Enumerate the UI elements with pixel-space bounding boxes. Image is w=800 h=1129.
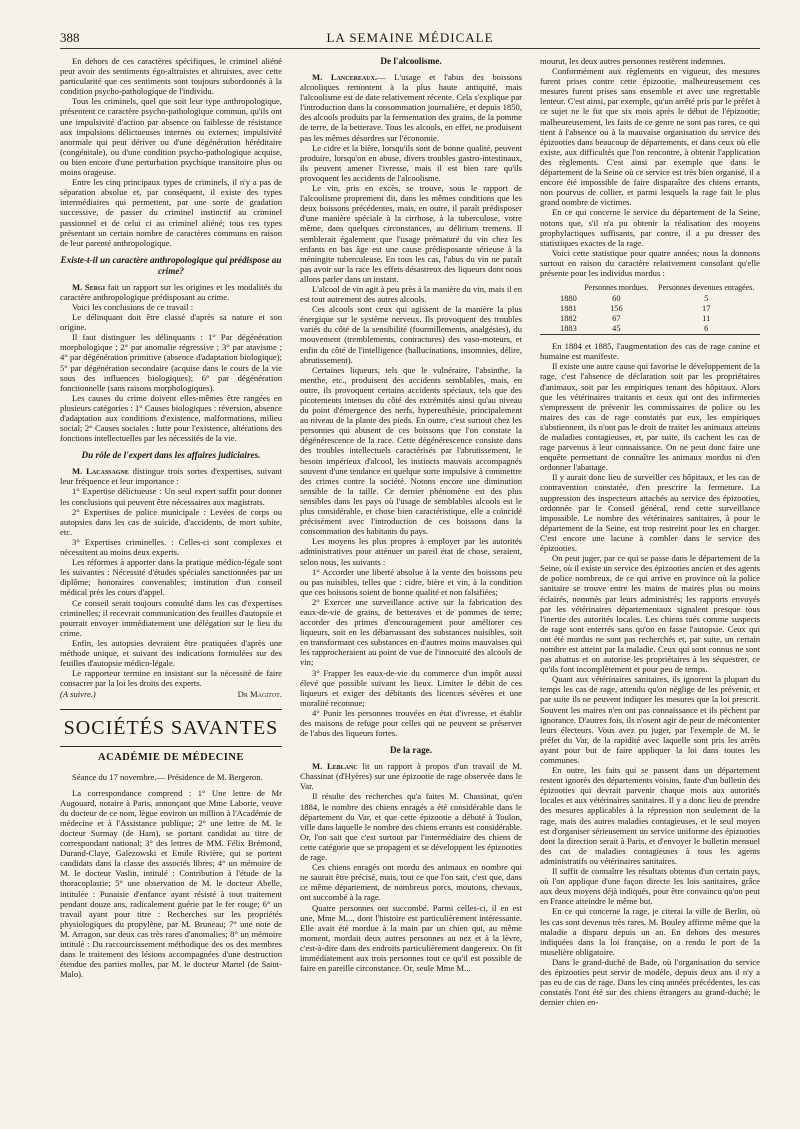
table-cell-year: 1882	[560, 314, 577, 324]
paragraph	[60, 282, 282, 302]
paragraph-text: distingue trois sortes d'expertises, suivant leur fréquence et leur importance :	[60, 466, 282, 487]
author-name: M. Sergi	[72, 281, 106, 292]
paragraph: En ce qui concerne la rage, je citerai la ville de Berlin, où les cas sont devenus très rares. M. Bouley affirme même que la maladie a disparu depuis un an. En dehors des mesures indiquées dans la loi française, on a rendu le port de la muselière obligatoire.	[540, 906, 760, 957]
paragraph: En dehors de ces caractères spécifiques, le criminel aliéné peut avoir des sentiments égo-altruistes et altruistes, avec cette particularité que ces sentiments sont toujours subordonnés à la condition psycho-pathologique de l'individu.	[60, 56, 282, 97]
paragraph: Il y aurait donc lieu de surveiller ces hôpitaux, et les cas de contravention constatée, d'en prescrire la fermeture. La suppression des inspecteurs attachés au service des épizooties, ordonnée par le Conseil général, rend cette surveillance impossible. Le nombre des vétérinaires sanitaires, à pour le département de la Seine, est trop restreint pour les en charger. C'est encore une lacune à combler dans le service des épizooties.	[540, 472, 760, 554]
article-footer	[60, 689, 282, 699]
table-header-rabid: Personnes devenues enragées.	[658, 283, 755, 293]
paragraph: 3° Expertises criminelles. : Celles-ci sont complexes et nécessitent au moins deux experts.	[60, 536, 282, 558]
continued-note: (A suivre.)	[60, 689, 96, 700]
paragraph: Ces chiens enragés ont mordu des animaux en nombre qui ne saurait être précisé, mais, tout ce que l'on sait, c'est que, dans ce même département, de nombreux porcs, moutons, chevaux, ont succombé à la rage.	[300, 862, 522, 903]
table-cell-bitten: 60	[612, 294, 621, 304]
paragraph-text: lit un rapport à propos d'un travail de M. Chassinat (d'Hyères) sur une épizootie de rage observée dans le Var.	[300, 761, 522, 792]
paragraph	[300, 761, 522, 791]
table-cell-rabid: 17	[702, 304, 711, 314]
author-name: M. Leblanc	[312, 761, 358, 772]
paragraph-text: — L'usage et l'abus des boissons alcooliques remontent à la plus haute antiquité, mais l'alcoolisme est de date relativement récente. Cela s'explique par l'introduction dans la consommation journalière, et depuis 1850, des alcools produits par la fermentation des grains, de la pomme de terre, de la betterave. Tous les alcools, en effet, ne produisent pas les mêmes désordres sur l'économie.	[300, 72, 522, 143]
paragraph: 4° Punir les personnes trouvées en état d'ivresse, et établir des maisons de refuge pour celles qui ne peuvent se préserver de l'abus des liqueurs fortes.	[300, 707, 522, 739]
paragraph: 3° Frapper les eaux-de-vie du commerce d'un impôt aussi élevé que possible suivant les lieux. Limiter le débit de ces liqueurs et exiger des débitants des licences sévères et une moralité reconnue;	[300, 667, 522, 708]
table-cell-rabid: 11	[702, 314, 711, 324]
table-cell-bitten: 45	[580, 324, 652, 335]
paragraph: Le cidre et la bière, lorsqu'ils sont de bonne qualité, peuvent produire, lorsqu'on en abuse, divers troubles gastro-intestinaux, ils peuvent amener l'ivresse, mais il est bien rare qu'ils provoquent les accidents de l'alcoolisme.	[300, 142, 522, 183]
paragraph: Le délinquant doit être classé d'après sa nature et son origine.	[60, 312, 282, 333]
paragraph: Le rapporteur termine en insistant sur la nécessité de faire consacrer par la loi les droits des experts.	[60, 668, 282, 689]
section-title-societies: SOCIÉTÉS SAVANTES	[60, 709, 282, 747]
paragraph: mourut, les deux autres personnes restèrent indemnes.	[540, 56, 726, 66]
paragraph: Le vin, pris en excès, se trouve, sous le rapport de l'alcoolisme proprement dit, dans les mêmes conditions que les deux boissons précédentes, mais, en outre, il paraît prédisposer d'une manière spéciale à la cirrhose, à la tuberculose, votre même, dans quelques circonstances, au délirium tremens. Il semblerait également que l'usage prématuré du vin chez les enfants en bas âge est une cause prédisposante sérieuse à la méningite tuberculeuse. En tous les cas, l'abus du vin ne paraît pas avoir sur la race les effets désastreux des liqueurs dont nous allons parler dans un instant.	[300, 183, 522, 284]
paragraph: Enfin, les autopsies devraient être pratiquées d'après une méthode unique, et suivant des indications formulées sur des feuilles d'autopsie médico-légale.	[60, 637, 282, 669]
table-header-year	[540, 282, 580, 294]
table-header-bitten: Personnes mordues.	[584, 283, 649, 293]
table-cell-year: 1880	[560, 294, 577, 304]
paragraph-text: fait un rapport sur les origines et les modalités du caractère anthropologique prédisposant au crime.	[60, 281, 282, 302]
paragraph: Voici les conclusions de ce travail :	[72, 301, 194, 312]
paragraph: Il suffit de connaître les résultats obtenus d'un certain pays, où l'on applique d'une façon directe les lois sanitaires, grâce aux deux moyens déjà indiqués, pour être convaincu qu'on peut en France atteindre le même but.	[540, 866, 760, 907]
column-right	[540, 56, 760, 1116]
paragraph: Les moyens les plus propres à employer par les autorités administratives pour atténuer un pareil état de chose, seraient, selon nous, les suivants :	[300, 536, 522, 567]
paragraph: Ce conseil serait toujours consulté dans les cas d'expertises criminelles; il recevrait communication des feuilles d'autopsie et pourrait envoyer immédiatement une délégation sur le lieu du crime.	[60, 597, 282, 638]
column-middle	[300, 56, 522, 1116]
table-row	[540, 304, 760, 314]
signature: Dr Magitot.	[237, 689, 282, 700]
paragraph: 1° Accorder une liberté absolue à la vente des boissons peu ou pas nuisibles, telles que : cidre, bière et vin, à la condition que ces boissons soient de bonne qualité et non falsifiées;	[300, 566, 522, 597]
table-cell-bitten: 67	[612, 314, 621, 324]
paragraph: Les causes du crime doivent elles-mêmes être rangées en plusieurs catégories : 1° Causes biologiques : réversion, absence d'adaptation aux conditions d'existence, malformations, milieu social; 2° Causes sociales : lutte pour l'existence, altérations des fonctions intellectuelles par les nécessités de la vie.	[60, 392, 282, 444]
paragraph: Ces alcools sont ceux qui agissent de la manière la plus énergique sur le système nerveux. Ils provoquent des troubles variés du côté de la sensibilité (fourmillements, analgésies), du mouvement (tremblements, contractures) des vaso-moteurs, et enfin du côté de l'intelligence (hallucinations, insomnies, délire, abrutissement).	[300, 304, 522, 365]
author-name: M. Lancereaux.	[312, 72, 378, 82]
table-cell-rabid: 6	[652, 324, 760, 335]
table-cell-rabid: 5	[704, 294, 709, 304]
table-cell-year: 1883	[540, 324, 580, 335]
paragraph: Dans le grand-duché de Bade, où l'organisation du service des épizooties peut servir de modèle, depuis deux ans il n'y a pas eu de cas de rage. Dans les cinq années précédentes, les cas constatés l'ont été sur des chiens étrangers au grand-duché; le dernier chien en-	[540, 956, 760, 1008]
paragraph: Certaines liqueurs, tels que le vulnéraire, l'absinthe, la menthe, etc., produisent des accidents semblables, mais, en outre, ils provoquent certains accidents spéciaux, tels que des picotements intenses du côté des extrémités ainsi qu'au niveau du point d'émergence des nerfs, hyperesthésie, principalement au niveau de la plante des pieds. En outre, c'est surtout chez les personnes qui abusent de ces boissons que l'on constate la dégénérescence de la race. Cette dégénérescence consiste dans des troubles intellectuels caractérisés par l'abrutissement, le besoin impérieux d'alcool, les instincts mauvais accompagnés souvent d'une tendance en quelque sorte impulsive à commettre des crimes contre la société. Notons encore une diminution sensible de la taille. Ce dernier phénomène est des plus sensibles dans les pays où l'usage de semblables alcools est le plus considérable, et chose bien caractéristique, elle a coïncidé précisément avec l'introduction de ces boissons dans la consommation des habitants du pays.	[300, 364, 522, 537]
table-row	[540, 294, 760, 304]
table-row	[540, 324, 760, 335]
section-heading: Existe-t-il un caractère anthropologique qui prédispose au crime?	[60, 254, 282, 276]
paragraph: Voici cette statistique pour quatre années; nous la donnons surtout en raison du caractère relativement consolant qu'elle présente pour les individus mordus :	[540, 247, 760, 278]
journal-title: LA SEMAINE MÉDICALE	[326, 30, 494, 45]
session-line: Séance du 17 novembre.— Présidence de M. Bergeron.	[72, 771, 263, 782]
paragraph	[60, 466, 282, 486]
section-heading: De la rage.	[389, 745, 433, 756]
rabies-statistics-table	[540, 282, 760, 335]
paragraph: Conformément aux règlements en vigueur, des mesures furent prises contre cette épizootie, malheureusement ces mesures furent prises sans ensemble et avec une regrettable lenteur. C'est ainsi, par exemple, qu'un arrêté pris par le préfet à ce sujet ne le fut que six mois après le début de l'épizootie; malheureusement, les faits de ce genre ne sont pas rares, ce qui tient à l'absence ou à la mauvaise organisation du service des épizooties dans beaucoup de départements, et dans ceux où elle existe, aux difficultés que l'on rencontre, à obtenir l'application des règlements. C'est ainsi par exemple que dans le département de la Seine où ce service est très bien organisé, il a encore été impossible de faire disparaître des chiens errants, non pourvus de collier, et parmi lesquels la rage fait le plus grand nombre de victimes.	[540, 66, 760, 208]
paragraph: La correspondance comprend : 1° Une lettre de Mr Augouard, notaire à Paris, annonçant que Mme Laborie, veuve du docteur de ce nom, lègue environ un million à l'Académie de médecine et à l'Assistance publique; 2° une lettre de M. le docteur Surmay (de Ham), se portant candidat au titre de correspondant national; 3° des lettres de MM. Félix Brémond, Durand-Claye, Galezowski et Emile Rivière, qui se portent candidats dans la classe des associés libres; 4° un mémoire de M. le docteur Vaslin, intitulé : Contribution à l'étude de la thoracoplastie; 5° une observation de M. le docteur Abelle, intitulée : Punaisie d'enfance ayant résisté à tout traitement pendant douze ans, radicalement guérie par le fer rouge; 6° un travail ayant pour titre : Recherches sur les propriétés physiologiques du propylène, par M. Bruneau; 7° une note de M. Arragon, sur deux cas très rares d'anomalies; 8° un mémoire intitulé : Du raccourcissement méthodique des os des membres dans le traitement des lésions accompagnées d'une destruction étendue des parties molles, par M. le docteur Martel (de Saint-Malo).	[60, 787, 282, 980]
paragraph: L'alcool de vin agit à peu près à la manière du vin, mais il en est tout autrement des autres alcools.	[300, 283, 522, 305]
paragraph: En ce qui concerne le service du département de la Seine, notons que, s'il n'a pu obtenir la réalisation des moyens prophylactiques suffisants, par contre, il a pu dresser des statistiques exactes de la rage.	[540, 207, 760, 248]
paragraph: Entre les cinq principaux types de criminels, il n'y a pas de séparation absolue et, par conséquent, il existe des types intermédiaires qui permettent, par une sorte de gradation successive, de passer du criminel instinctif au criminel passionnel et de celui ci au criminel aliéné; tous ces types présentant un certain nombre de caractères communs en raison de leur parenté anthropologique.	[60, 177, 282, 248]
paragraph: Il existe une autre cause qui favorise le développement de la rage, c'est l'absence de déclaration soit par les propriétaires d'animaux, soit par les empiriques tenant des hôpitaux. Alors que les vétérinaires traitants et ceux qui ont des infirmeries s'empressent de prévenir les commissaires de police ou les maires des cas de rage constatés par eux, les empiriques s'abstiennent, ils n'ont pas le droit de traiter les animaux atteints de maladies contagieuses, et, par suite, ils cachent les cas de rage parvenus à leur connaissance. On ne peut donc faire une enquête permettant de connaître les animaux mordus ni d'en ordonner l'abattage.	[540, 361, 760, 473]
paragraph: 2° Exercer une surveillance active sur la fabrication des eaux-de-vie de grains, de betteraves et de pommes de terre; accorder des primes d'encouragement pour améliorer ces liqueurs, soit en les débarrassant des substances nuisibles, soit en transformant ces substances en d'autres moins mauvaises qui les rapprocheraient au point de vue de l'innocuité des alcools de vin;	[300, 596, 522, 668]
column-left	[60, 56, 282, 1116]
paragraph: 2° Expertises de police municipale : Levées de corps ou autopsies dans les cas de suicide, d'accidents, de mort subite, etc.	[60, 506, 282, 537]
section-heading: De l'alcoolisme.	[380, 56, 442, 66]
paragraph: Il résulte des recherches qu'a faites M. Chassinat, qu'en 1884, le nombre des chiens enragés a été considérable dans le département du Var, et que cette épizootie a débuté à Toulon, ville dans laquelle le nombre des chiens errants est considérable. Or, l'on sait que c'est surtout par l'intermédiaire des chiens de cette catégorie que se propagent et se développent les épizooties de rage.	[300, 791, 522, 863]
paragraph: Il faut distinguer les délinquants : 1° Par dégénération morphologique ; 2° par anomalie régressive ; 3° par atavisme ; 4° par dégénération primitive (absence d'adaptation biologique); 5° par dégénération secondaire (acquise dans le cours de la vie sous des influences biologiques); 6° par dégénération fonctionnelle (sans raisons morphologiques).	[60, 332, 282, 393]
table-row	[540, 314, 760, 324]
table-cell-year: 1881	[560, 304, 577, 314]
subsection-title-academy: ACADÉMIE DE MÉDECINE	[98, 752, 244, 764]
paragraph	[300, 72, 522, 143]
paragraph: En outre, les faits qui se passent dans un département restent ignorés des départements voisins, faute d'un bulletin des épizooties qui devrait parvenir chaque mois aux autorités locales et aux vétérinaires sanitaires. Il y a donc lieu de prendre des mesures applicables à la répression non seulement de la rage, mais des autres maladies contagieuses, et le seul moyen est d'organiser sérieusement un service uniforme des épizooties dont la direction serait à Paris, et d'envoyer le bulletin mensuel des cas de maladies contagieuses à tous les agents administratifs ou vétérinaires sanitaires.	[540, 765, 760, 866]
paragraph: On peut juger, par ce qui se passe dans le département de la Seine, où il existe un service des épizooties ancien et des agents de police nombreux, de ce qui arrive en province où la police sanitaire se trouve entre les mains de maires plus ou moins éclairés, nommés par leurs administrés; les rapports envoyés par les vétérinaires départementaux signalent presque tous l'inertie des autorités locales. Les chiens tués comme suspects de rage sont enterrés sans qu'on en fasse l'autopsie. Ceux qui ont été mordus ne sont pas recherchés et, par suite, un certain nombre est atteint par la maladie. Ceux qui sont connus ne sont pas abattus et on autorise les propriétaires à les séquestrer, ce qu'ils font incomplètement et pour peu de temps.	[540, 553, 760, 675]
table-cell-bitten: 156	[610, 304, 623, 314]
paragraph: En 1884 et 1885, l'augmentation des cas de rage canine et humaine est manifeste.	[540, 341, 760, 362]
paragraph: 1° Expertise délictueuse : Un seul expert suffit pour donner les conclusions qui peuvent être nécessaires aux magistrats.	[60, 486, 282, 507]
paragraph: Les réformes à apporter dans la pratique médico-légale sont les suivantes : Nécessité d'études spéciales sanctionnées par un diplôme; honoraires convenables; institution d'un conseil médical près les cours d'appel.	[60, 557, 282, 598]
author-name: M. Lacassagne	[72, 466, 129, 477]
paragraph: Quant aux vétérinaires sanitaires, ils ignorent la plupart du temps les cas de rage, attendu qu'on néglige de les prévenir, et par suite ils ne peuvent indiquer les mesures que la loi prescrit. Souvent les maires n'en ont pas connaissance et ils pèchent par ignorance. D'autres fois, ils n'osent agir de peur de mécontenter leurs électeurs. Vous avez pu juger, par l'exemple de M. le préfet du Var, de la rapidité avec laquelle sont pris les arrêts ayant pour but de faire appliquer la loi dans toutes les communes.	[540, 674, 760, 765]
page-number: 388	[60, 30, 80, 45]
section-heading: Du rôle de l'expert dans les affaires judiciaires.	[81, 450, 261, 461]
paragraph: Quatre personnes ont succombé. Parmi celles-ci, il en est une, Mme M..., dont l'histoire est particulièrement intéressante. Elle avait été mordue à la main par un chien qui, au même moment, mordait deux autres personnes au nez et à la lèvre, c'est-à-dire dans des endroits particulièrement dangereux. On fit immédiatement aux trois personnes tout ce qu'il est possible de faire en pareille circonstance. Or, seule Mme M...	[300, 902, 522, 974]
paragraph: Tous les criminels, quel que soit leur type anthropologique, présentent ce caractère psycho-pathologique commun, qu'ils ont une impulsivité d'action par absence ou faiblesse de résistance aux impulsions délictueuses internes ou externes; impulsivité anormale qui peut dériver ou d'une dégénération héréditaire (congénitale), ou d'une condition psycho-pathologique acquise, ou bien encore d'une perturbation psychique transitoire plus ou moins orageuse.	[60, 96, 282, 178]
page-header	[60, 30, 760, 49]
